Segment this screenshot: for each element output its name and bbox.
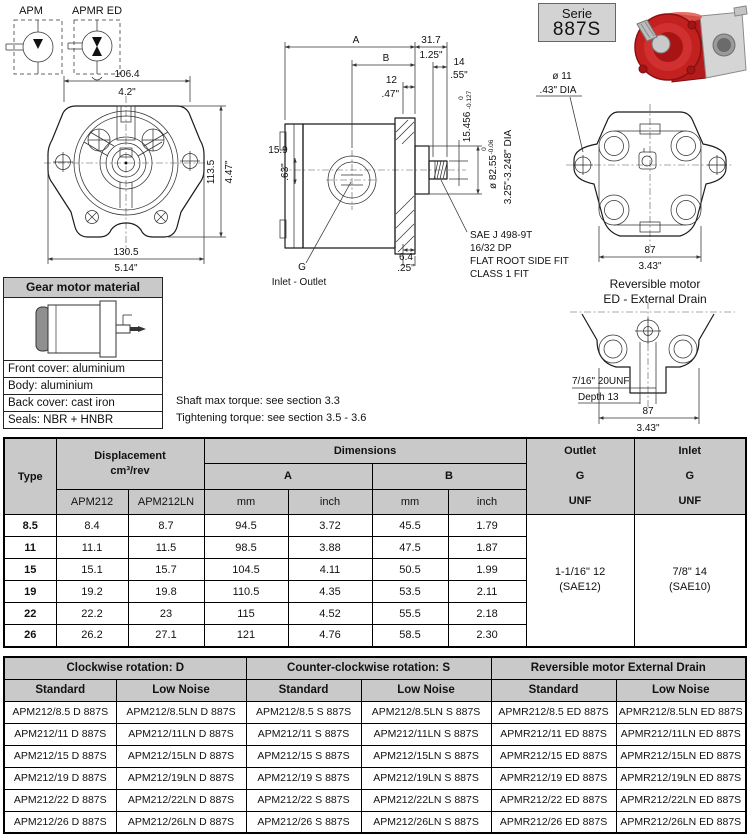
pilot-dim-label: ø 82.55 xyxy=(488,155,499,189)
dim-cell-outlet-value xyxy=(526,515,634,647)
dim-159-mm-label: 15.9 xyxy=(268,145,288,156)
ord-subheader-standard: Standard xyxy=(491,679,616,701)
rear-width-mm-label: 87 xyxy=(644,245,656,256)
rear-hole-dia-in-label: .43" DIA xyxy=(539,85,577,96)
ord-cell: APM212/22LN D 887S xyxy=(116,789,246,811)
spline-note-line1: SAE J 498-9T xyxy=(470,230,533,241)
drain-view-drawing xyxy=(570,302,735,434)
ord-cell: APM212/11LN S 887S xyxy=(361,723,491,745)
front-height-mm-label: 113.5 xyxy=(206,159,217,185)
rear-width-in-label: 3.43" xyxy=(638,261,662,272)
ord-cell: APMR212/19 ED 887S xyxy=(491,767,616,789)
dim-cell: 19.2 xyxy=(56,581,128,603)
serie-number: 887S xyxy=(552,19,602,40)
material-row-front-cover: Front cover: aluminium xyxy=(4,361,162,378)
ord-cell: APM212/19LN S 887S xyxy=(361,767,491,789)
front-view-drawing xyxy=(44,69,235,274)
ord-cell: APM212/22LN S 887S xyxy=(361,789,491,811)
apm-symbol-label: APM xyxy=(19,5,43,17)
material-row-body: Body: aluminium xyxy=(4,378,162,395)
ord-row xyxy=(4,811,746,833)
dim-cell-type: 19 xyxy=(4,581,56,603)
dim-cell-type: 22 xyxy=(4,603,56,625)
dim-b-label: B xyxy=(382,53,390,64)
drain-width-in-label: 3.43" xyxy=(636,423,660,434)
ord-row xyxy=(4,745,746,767)
dim-cell: 15.7 xyxy=(128,559,204,581)
material-box-figure xyxy=(4,298,162,361)
note-shaft-torque: Shaft max torque: see section 3.3 xyxy=(176,395,340,407)
dim-header-displacement xyxy=(56,438,204,489)
dim-cell-type: 11 xyxy=(4,537,56,559)
ord-cell: APM212/8.5 D 887S xyxy=(4,701,116,723)
dim-header-a-inch: inch xyxy=(288,489,372,515)
dim-header-b: B xyxy=(372,464,526,490)
apm-symbol-drawing xyxy=(6,5,62,74)
pilot-tol-lo-label: -0.06 xyxy=(488,139,495,155)
dim-cell: 121 xyxy=(204,625,288,647)
ord-cell: APM212/15 S 887S xyxy=(246,745,361,767)
ord-cell: APMR212/11LN ED 887S xyxy=(616,723,746,745)
ord-cell: APMR212/11 ED 887S xyxy=(491,723,616,745)
dim-14-in-label: .55" xyxy=(450,70,468,81)
ord-cell: APM212/11 D 887S xyxy=(4,723,116,745)
ord-row xyxy=(4,767,746,789)
dim-header-type: Type xyxy=(4,438,56,515)
ord-cell: APM212/26LN D 887S xyxy=(116,811,246,833)
ord-subheader-standard: Standard xyxy=(246,679,361,701)
dim-header-b-inch: inch xyxy=(448,489,526,515)
dim-cell: 3.72 xyxy=(288,515,372,537)
material-box-title: Gear motor material xyxy=(4,278,162,298)
dim-cell-type: 26 xyxy=(4,625,56,647)
ord-group-counterclockwise: Counter-clockwise rotation: S xyxy=(246,657,491,679)
dim-cell: 23 xyxy=(128,603,204,625)
dim-159-in-label: .63" xyxy=(280,163,291,181)
dimensions-table xyxy=(3,437,747,648)
dim-cell: 1.99 xyxy=(448,559,526,581)
dim-cell: 58.5 xyxy=(372,625,448,647)
ord-cell: APMR212/22 ED 887S xyxy=(491,789,616,811)
dim-cell: 4.35 xyxy=(288,581,372,603)
ord-row xyxy=(4,723,746,745)
motor-side-icon xyxy=(8,300,158,358)
rear-caption-line1: Reversible motor xyxy=(609,277,701,291)
dim-cell: 8.7 xyxy=(128,515,204,537)
dim-14-mm-label: 14 xyxy=(453,57,465,68)
front-height-in-label: 4.47" xyxy=(224,160,235,184)
ord-cell: APM212/15LN S 887S xyxy=(361,745,491,767)
dim-cell: 50.5 xyxy=(372,559,448,581)
dim-header-a-mm: mm xyxy=(204,489,288,515)
drain-thread-label: 7/16" 20UNF xyxy=(572,376,630,387)
dim-cell: 22.2 xyxy=(56,603,128,625)
ord-cell: APM212/26 D 887S xyxy=(4,811,116,833)
ord-cell: APM212/19 D 887S xyxy=(4,767,116,789)
dim-cell: 19.8 xyxy=(128,581,204,603)
dim-header-dimensions: Dimensions xyxy=(204,438,526,464)
dim-12-in-label: .47" xyxy=(381,89,399,100)
ord-cell: APM212/22 S 887S xyxy=(246,789,361,811)
dim-cell: 110.5 xyxy=(204,581,288,603)
dim-header-outlet-g: G xyxy=(575,470,585,482)
dim-cell: 1.79 xyxy=(448,515,526,537)
serie-badge xyxy=(538,3,616,42)
ord-cell: APM212/15LN D 887S xyxy=(116,745,246,767)
dim-cell: 115 xyxy=(204,603,288,625)
front-width-bottom-in-label: 5.14" xyxy=(114,263,138,274)
ord-cell: APMR212/8.5LN ED 887S xyxy=(616,701,746,723)
ord-cell: APMR212/15 ED 887S xyxy=(491,745,616,767)
dim-cell: 98.5 xyxy=(204,537,288,559)
dim-cell: 2.11 xyxy=(448,581,526,603)
spline-note-line2: 16/32 DP xyxy=(470,243,512,254)
ordering-table xyxy=(3,656,747,834)
ord-group-clockwise: Clockwise rotation: D xyxy=(4,657,246,679)
ord-cell: APMR212/22LN ED 887S xyxy=(616,789,746,811)
material-row-back-cover: Back cover: cast iron xyxy=(4,395,162,412)
shaft-tol-lo-label: -0.127 xyxy=(466,90,473,110)
dim-header-outlet xyxy=(526,438,634,515)
dim-cell: 45.5 xyxy=(372,515,448,537)
spline-note-line3: FLAT ROOT SIDE FIT xyxy=(470,256,569,267)
inlet-value-line1: 7/8" 14 xyxy=(672,566,708,579)
outlet-value-line1: 1-1/16" 12 xyxy=(554,566,606,579)
dim-cell: 11.5 xyxy=(128,537,204,559)
dim-cell: 4.52 xyxy=(288,603,372,625)
ord-cell: APMR212/15LN ED 887S xyxy=(616,745,746,767)
dim-row-8-5 xyxy=(4,515,746,537)
dim-cell: 53.5 xyxy=(372,581,448,603)
ord-row xyxy=(4,701,746,723)
front-width-in-label: 4.2" xyxy=(118,87,136,98)
dim-header-outlet-unf: UNF xyxy=(568,495,592,507)
shaft-tol-hi-label: 0 xyxy=(458,96,465,100)
note-tightening-torque: Tightening torque: see section 3.5 - 3.6 xyxy=(176,412,367,424)
drain-depth-label: Depth 13 xyxy=(578,392,619,403)
dim-cell: 3.88 xyxy=(288,537,372,559)
dim-317-in-label: 1.25" xyxy=(419,50,443,61)
ord-row xyxy=(4,789,746,811)
apmr-symbol-label: APMR ED xyxy=(71,5,123,17)
ord-subheader-standard: Standard xyxy=(4,679,116,701)
ord-cell: APM212/22 D 887S xyxy=(4,789,116,811)
dim-cell: 8.4 xyxy=(56,515,128,537)
dim-cell-type: 15 xyxy=(4,559,56,581)
dim-cell: 104.5 xyxy=(204,559,288,581)
dim-cell: 2.18 xyxy=(448,603,526,625)
inlet-value-line2: (SAE10) xyxy=(669,581,711,594)
dim-cell: 15.1 xyxy=(56,559,128,581)
dim-cell: 1.87 xyxy=(448,537,526,559)
ord-cell: APM212/8.5LN S 887S xyxy=(361,701,491,723)
ord-cell: APM212/19LN D 887S xyxy=(116,767,246,789)
dim-header-apm212: APM212 xyxy=(56,489,128,515)
ord-subheader-lownoise: Low Noise xyxy=(116,679,246,701)
port-caption-label: Inlet - Outlet xyxy=(271,277,327,288)
dim-cell: 27.1 xyxy=(128,625,204,647)
dim-header-a: A xyxy=(204,464,372,490)
ord-cell: APM212/26LN S 887S xyxy=(361,811,491,833)
dim-header-inlet-g: G xyxy=(685,470,695,482)
ord-subheader-lownoise: Low Noise xyxy=(361,679,491,701)
ord-cell: APMR212/26 ED 887S xyxy=(491,811,616,833)
dim-header-displacement-line2: cm³/rev xyxy=(110,464,150,477)
ord-cell: APMR212/19LN ED 887S xyxy=(616,767,746,789)
ord-group-reversible: Reversible motor External Drain xyxy=(491,657,746,679)
outlet-value-line2: (SAE12) xyxy=(559,581,601,594)
dim-header-inlet-unf: UNF xyxy=(678,495,702,507)
front-width-bottom-mm-label: 130.5 xyxy=(113,247,139,258)
side-view-drawing xyxy=(268,35,569,288)
ord-cell: APM212/8.5LN D 887S xyxy=(116,701,246,723)
dim-cell: 4.76 xyxy=(288,625,372,647)
pilot-tol-hi-label: 0 xyxy=(481,147,488,151)
ord-subheader-lownoise: Low Noise xyxy=(616,679,746,701)
dim-a-label: A xyxy=(352,35,360,46)
dim-header-b-mm: mm xyxy=(372,489,448,515)
ord-cell: APMR212/26LN ED 887S xyxy=(616,811,746,833)
pump-product-photo xyxy=(635,6,747,82)
ord-cell: APM212/19 S 887S xyxy=(246,767,361,789)
ord-cell: APM212/11 S 887S xyxy=(246,723,361,745)
dim-cell-inlet-value xyxy=(634,515,746,647)
dim-cell-type: 8.5 xyxy=(4,515,56,537)
dim-header-inlet-line1: Inlet xyxy=(678,445,702,457)
serie-label: Serie xyxy=(561,6,593,21)
material-row-seals: Seals: NBR + HNBR xyxy=(8,414,114,426)
dim-cell: 4.11 xyxy=(288,559,372,581)
dim-cell: 2.30 xyxy=(448,625,526,647)
ord-cell: APM212/26 S 887S xyxy=(246,811,361,833)
dim-header-apm212ln: APM212LN xyxy=(128,489,204,515)
port-g-label: G xyxy=(298,262,306,273)
dim-header-outlet-line1: Outlet xyxy=(564,445,596,457)
dim-64-in-label: .25" xyxy=(397,263,415,274)
material-box xyxy=(3,277,163,429)
rear-view-drawing xyxy=(536,71,734,306)
ord-cell: APM212/15 D 887S xyxy=(4,745,116,767)
torque-notes xyxy=(176,393,366,427)
drain-width-mm-label: 87 xyxy=(642,406,654,417)
dim-cell: 11.1 xyxy=(56,537,128,559)
dim-header-displacement-line1: Displacement xyxy=(94,449,166,462)
spline-note-line4: CLASS 1 FIT xyxy=(470,269,529,280)
pilot-in-label: 3.25"-3.248" DIA xyxy=(503,129,514,205)
dim-64-mm-label: 6.4 xyxy=(399,252,413,263)
dim-cell: 26.2 xyxy=(56,625,128,647)
dim-cell: 47.5 xyxy=(372,537,448,559)
ord-cell: APM212/11LN D 887S xyxy=(116,723,246,745)
ord-cell: APM212/8.5 S 887S xyxy=(246,701,361,723)
dim-12-mm-label: 12 xyxy=(385,75,397,86)
dim-cell: 55.5 xyxy=(372,603,448,625)
dim-header-inlet xyxy=(634,438,746,515)
dim-317-mm-label: 31.7 xyxy=(421,35,441,46)
shaft-dim-label: 15.456 xyxy=(462,111,473,143)
ord-cell: APMR212/8.5 ED 887S xyxy=(491,701,616,723)
rear-caption-line2: ED - External Drain xyxy=(603,292,707,306)
rear-hole-dia-label: ø 11 xyxy=(552,71,572,82)
front-width-mm-label: 106.4 xyxy=(114,69,140,80)
dim-cell: 94.5 xyxy=(204,515,288,537)
